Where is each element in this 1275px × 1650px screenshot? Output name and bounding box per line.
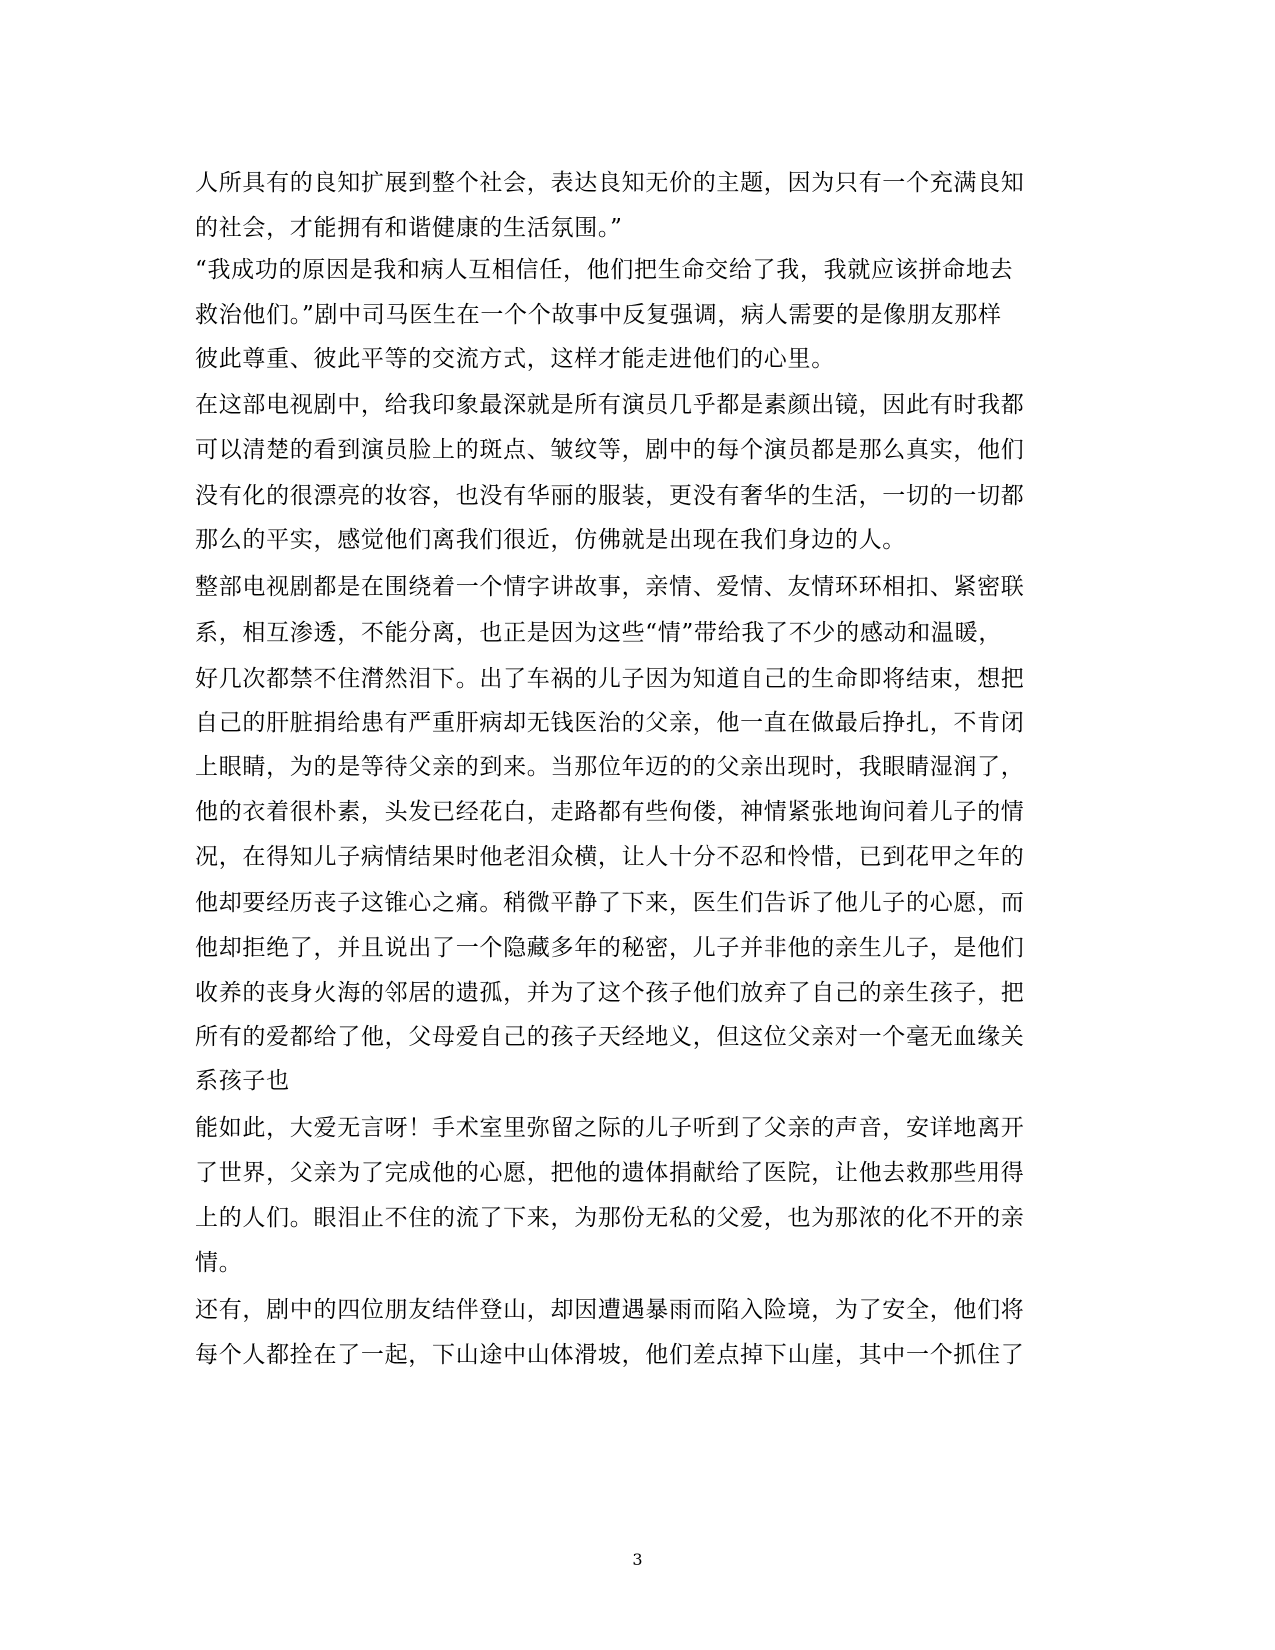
text-line: 能如此，大爱无言呀！手术室里弥留之际的儿子听到了父亲的声音，安详地离开 (195, 1115, 1025, 1141)
text-line: 所有的爱都给了他，父母爱自己的孩子天经地义，但这位父亲对一个毫无血缘关 (195, 1024, 1025, 1050)
text-line: “我成功的原因是我和病人互相信任，他们把生命交给了我，我就应该拼命地去 (195, 257, 1014, 283)
page-number: 3 (632, 1550, 643, 1569)
text-line: 好几次都禁不住潸然泪下。出了车祸的儿子因为知道自己的生命即将结束，想把 (195, 666, 1025, 692)
text-line: 情。 (195, 1250, 243, 1276)
text-line: 收养的丧身火海的邻居的遗孤，并为了这个孩子他们放弃了自己的亲生孩子，把 (195, 980, 1025, 1006)
text-line: 系孩子也 (195, 1068, 290, 1094)
text-line: 了世界，父亲为了完成他的心愿，把他的遗体捐献给了医院，让他去救那些用得 (195, 1160, 1025, 1186)
text-line: 人所具有的良知扩展到整个社会，表达良知无价的主题，因为只有一个充满良知 (195, 170, 1025, 196)
text-line: 那么的平实，感觉他们离我们很近，仿佛就是出现在我们身边的人。 (195, 527, 906, 553)
text-line: 他却拒绝了，并且说出了一个隐藏多年的秘密，儿子并非他的亲生儿子，是他们 (195, 935, 1025, 961)
text-line: 上的人们。眼泪止不住的流了下来，为那份无私的父爱，也为那浓的化不开的亲 (195, 1205, 1025, 1231)
text-line: 每个人都拴在了一起，下山途中山体滑坡，他们差点掉下山崖，其中一个抓住了 (195, 1342, 1025, 1368)
text-line: 自己的肝脏捐给患有严重肝病却无钱医治的父亲，他一直在做最后挣扎，不肯闭 (195, 710, 1025, 736)
text-line: 的社会，才能拥有和谐健康的生活氛围。” (195, 215, 623, 241)
text-line: 还有，剧中的四位朋友结伴登山，却因遭遇暴雨而陷入险境，为了安全，他们将 (195, 1297, 1025, 1323)
text-line: 可以清楚的看到演员脸上的斑点、皱纹等，剧中的每个演员都是那么真实，他们 (195, 437, 1025, 463)
text-line: 他却要经历丧子这锥心之痛。稍微平静了下来，医生们告诉了他儿子的心愿，而 (195, 890, 1025, 916)
text-line: 整部电视剧都是在围绕着一个情字讲故事，亲情、爱情、友情环环相扣、紧密联 (195, 574, 1025, 600)
text-line: 彼此尊重、彼此平等的交流方式，这样才能走进他们的心里。 (195, 346, 835, 372)
text-line: 在这部电视剧中，给我印象最深就是所有演员几乎都是素颜出镜，因此有时我都 (195, 392, 1025, 418)
text-line: 况，在得知儿子病情结果时他老泪众横，让人十分不忍和怜惜，已到花甲之年的 (195, 844, 1025, 870)
text-line: 系，相互渗透，不能分离，也正是因为这些“情”带给我了不少的感动和温暖， (195, 620, 1003, 646)
text-line: 他的衣着很朴素，头发已经花白，走路都有些佝偻，神情紧张地询问着儿子的情 (195, 799, 1025, 825)
text-line: 没有化的很漂亮的妆容，也没有华丽的服装，更没有奢华的生活，一切的一切都 (195, 483, 1025, 509)
text-line: 救治他们。”剧中司马医生在一个个故事中反复强调，病人需要的是像朋友那样 (195, 302, 1002, 328)
text-line: 上眼睛，为的是等待父亲的到来。当那位年迈的的父亲出现时，我眼睛湿润了， (195, 754, 1025, 780)
